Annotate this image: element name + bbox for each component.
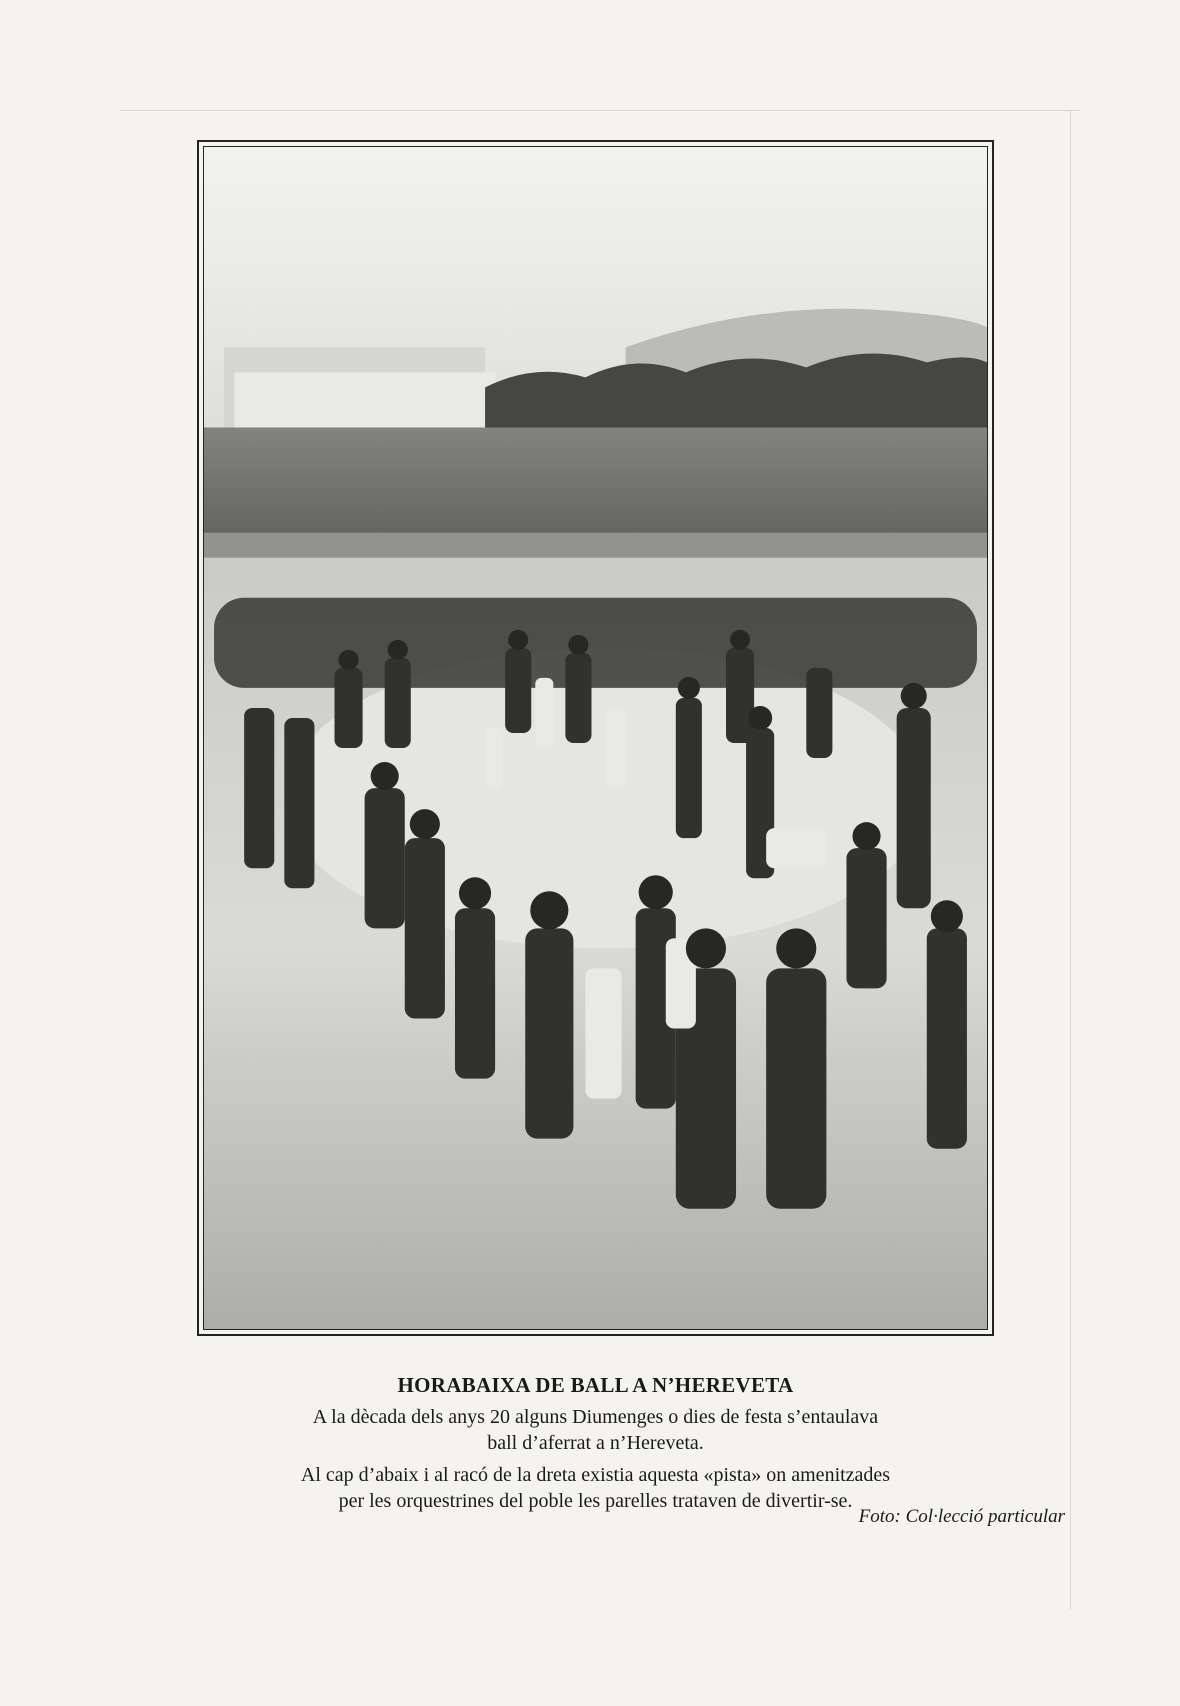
bleed-line [1070,110,1071,1610]
bleed-line [120,110,1080,111]
photo-illustration [204,147,987,1329]
caption-line-3: Al cap d’abaix i al racó de la dreta existia aquesta «pista» on amenitzades [300,1464,891,1486]
historic-photograph [203,146,988,1330]
caption-line-2: ball d’aferrat a n’Hereveta. [487,1432,704,1454]
caption-line-1: A la dècada dels anys 20 alguns Diumenges o dies de festa s’entaulava [312,1406,879,1428]
photo-caption [197,1372,994,1514]
photo-credit: Foto: Col·lecció particular [858,1506,1065,1527]
caption-line-4: per les orquestrines del poble les parelles trataven de divertir-se. [338,1490,853,1512]
photo-frame [197,140,994,1336]
caption-title: HORABAIXA DE BALL A N’HEREVETA [397,1373,794,1397]
